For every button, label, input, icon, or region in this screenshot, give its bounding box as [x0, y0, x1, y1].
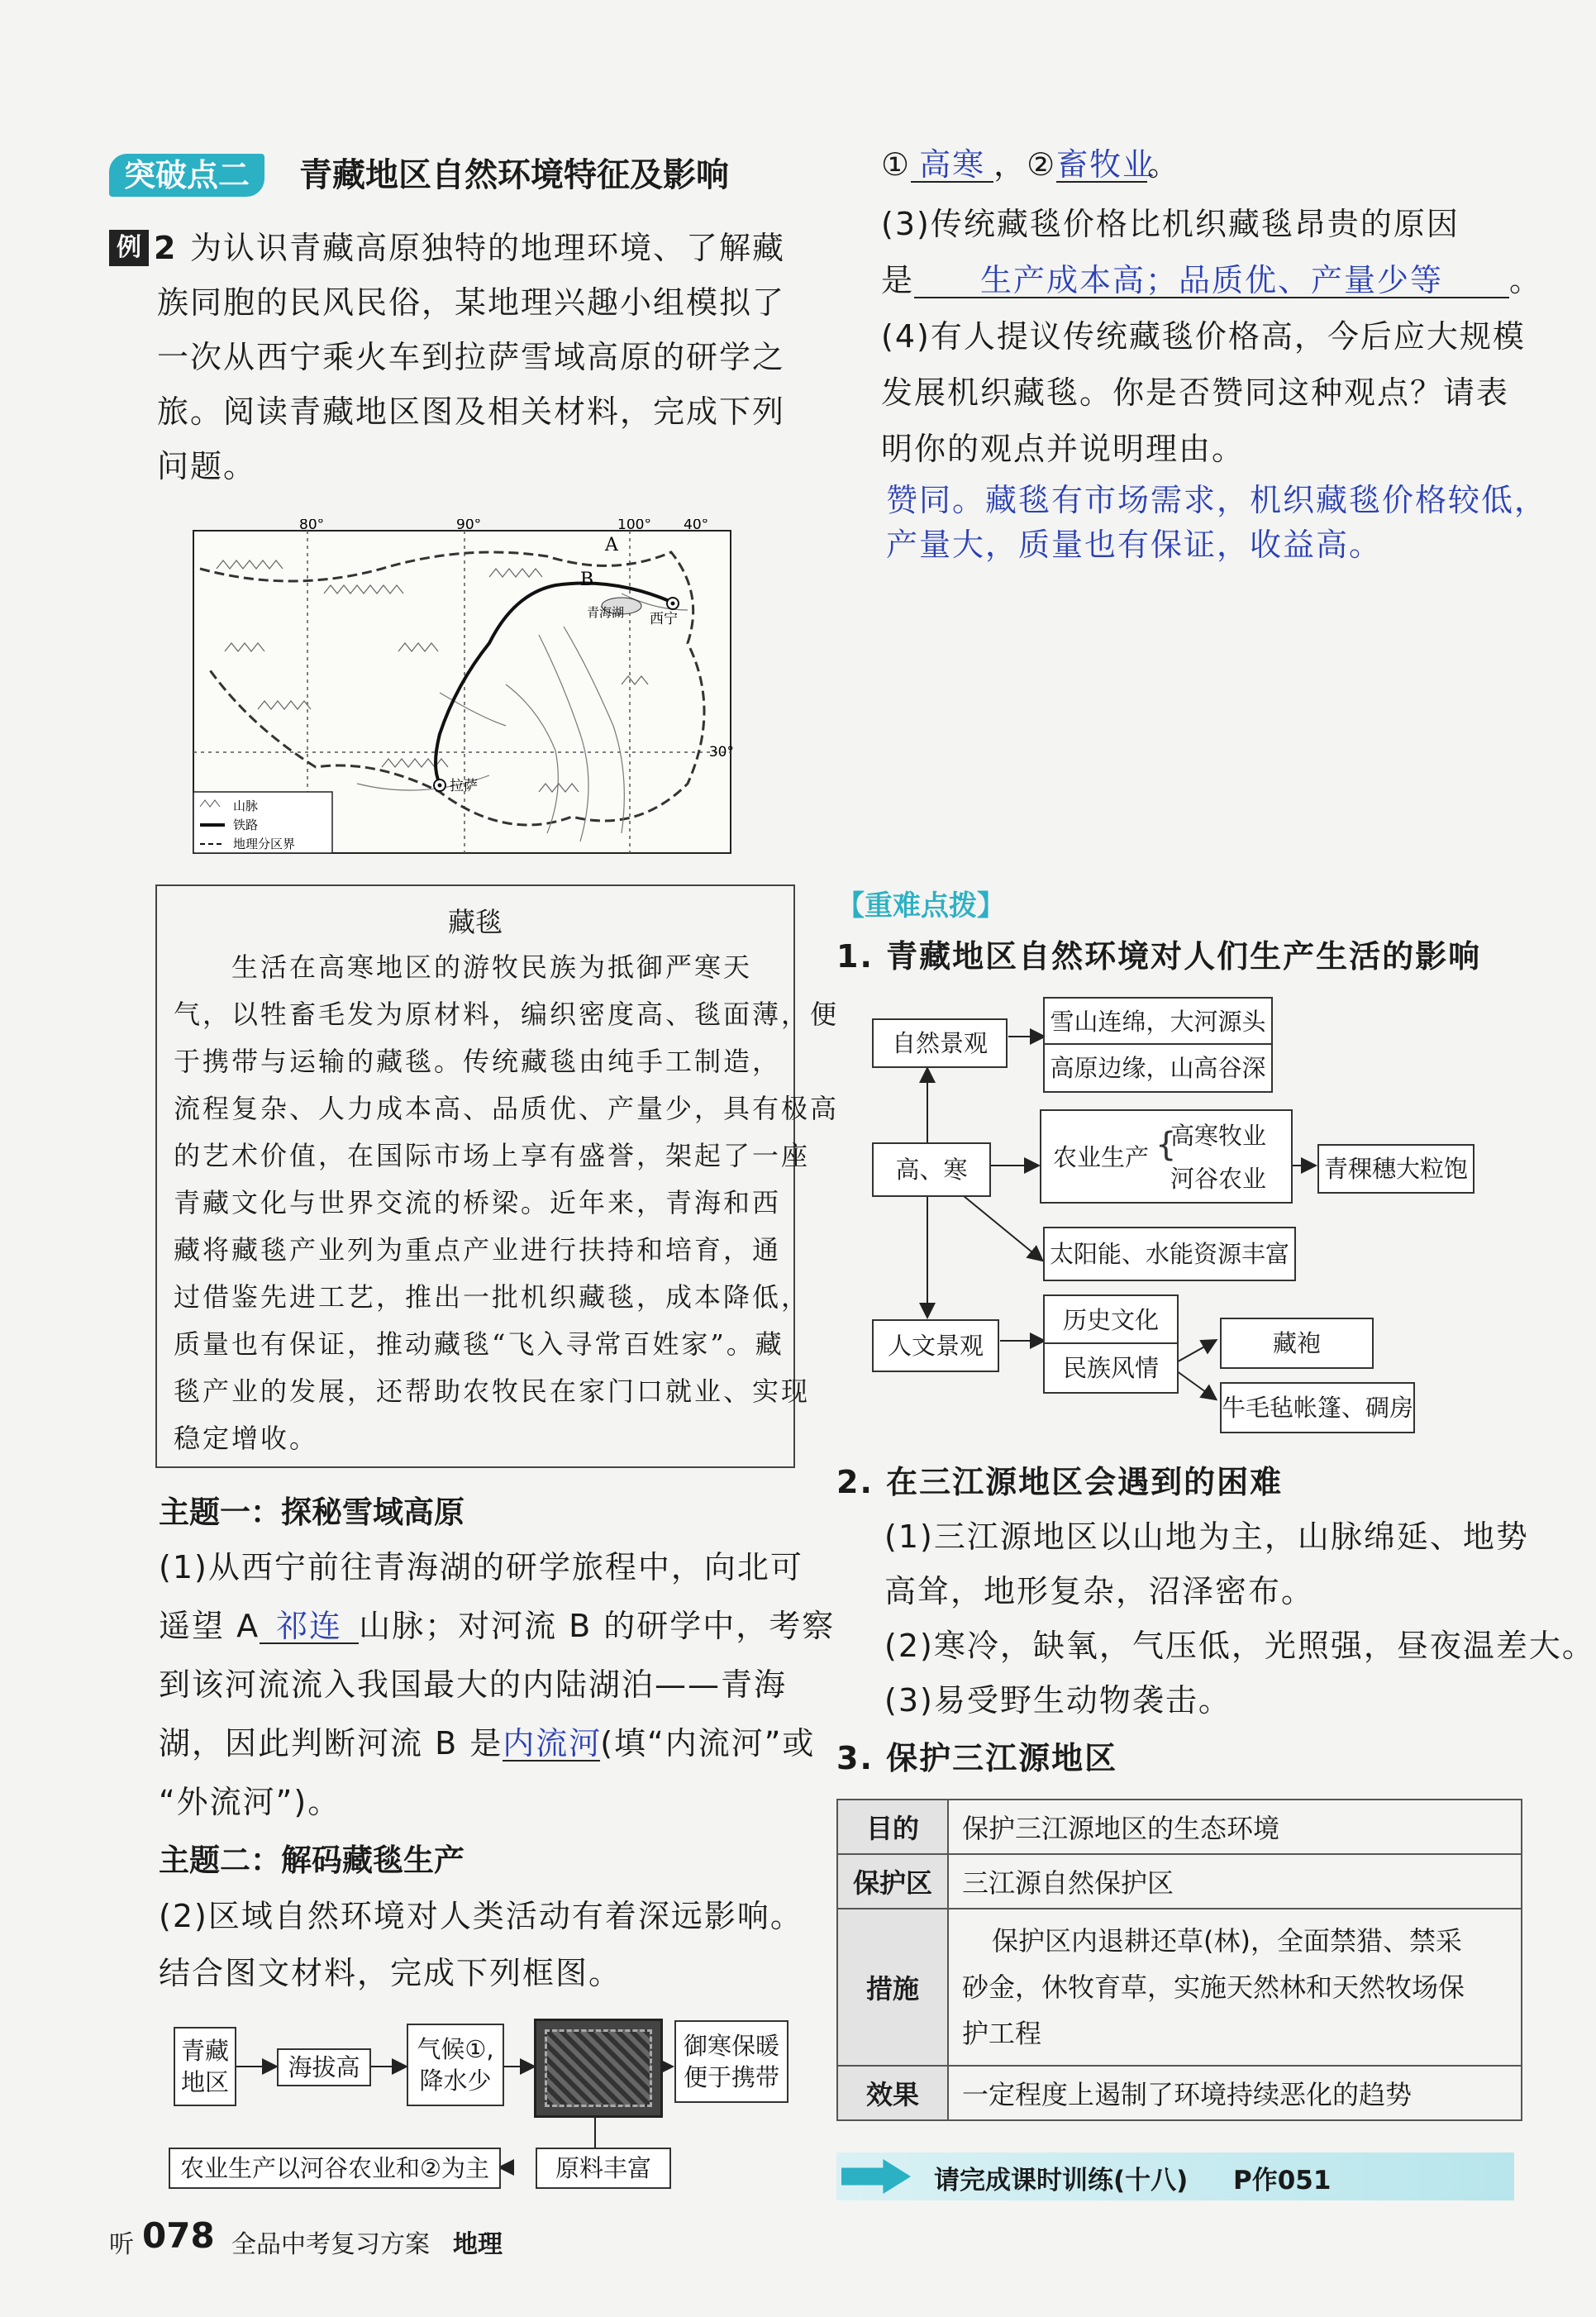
- table-value: 保护区内退耕还草(林)，全面禁猎、禁采 砂金，休牧育草，实施天然林和天然牧场保 护工程: [948, 1909, 1522, 2066]
- q3-line-1: (3)传统藏毯价格比机织藏毯昂贵的原因: [881, 206, 1460, 242]
- section-badge: 突破点二: [109, 154, 264, 197]
- svg-text:山脉: 山脉: [233, 799, 259, 813]
- q1-line-4: 湖，因此判断河流 B 是内流河(填“内流河”或: [159, 1725, 816, 1762]
- example-label: 例: [109, 230, 149, 266]
- flow-warmth: 御寒保暖 便于携带: [674, 2020, 788, 2103]
- table-value: 保护三江源地区的生态环境: [948, 1800, 1522, 1854]
- q4-line-3: 明你的观点并说明理由。: [881, 431, 1246, 467]
- subject: 地理: [453, 2230, 503, 2259]
- nd-highland-barley: 青稞穗大粒饱: [1317, 1144, 1475, 1194]
- answer-blank-3[interactable]: 生产成本高；品质优、产量少等: [914, 264, 1509, 298]
- arrow-icon: [841, 2159, 911, 2194]
- s2-line-2: 高耸，地形复杂，沼泽密布。: [884, 1573, 1315, 1609]
- example-line-1: 为认识青藏高原独特的地理环境、了解藏: [190, 230, 786, 266]
- footer-ting: 听: [109, 2230, 134, 2259]
- table-value: 一定程度上遏制了环境持续恶化的趋势: [948, 2066, 1522, 2120]
- q2-answers: ① 高寒 ，②畜牧业。: [881, 146, 1181, 183]
- lat-40: 40°: [684, 519, 709, 533]
- reading-line: 气，以牲畜毛发为原材料，编织密度高、毯面薄，便: [174, 999, 840, 1030]
- lake-label: 青海湖: [587, 605, 625, 620]
- flow-raw-material: 原料丰富: [536, 2148, 671, 2189]
- xining-label: 西宁: [650, 611, 678, 627]
- reading-box: [155, 884, 840, 1468]
- flow-altitude: 海拔高: [277, 2048, 371, 2086]
- q4-line-1: (4)有人提议传统藏毯价格高，今后应大规模: [881, 318, 1526, 355]
- s2-line-4: (3)易受野生动物袭击。: [884, 1682, 1232, 1719]
- page-number: 078: [142, 2215, 215, 2256]
- example-line-2: 族同胞的民风民俗，某地理兴趣小组模拟了: [157, 284, 786, 321]
- lat-30: 30°: [708, 744, 734, 760]
- table-row: [837, 2066, 1522, 2120]
- flow-agriculture: 农业生产以河谷农业和②为主: [169, 2148, 501, 2189]
- banner-page: P作051: [1233, 2166, 1332, 2195]
- qinghai-tibet-map: [192, 519, 737, 858]
- s2-line-3: (2)寒冷，缺氧，气压低，光照强，昼夜温差大。: [884, 1628, 1595, 1664]
- carpet-image: [534, 2019, 663, 2118]
- example-line-4: 旅。阅读青藏地区图及相关材料，完成下列: [157, 393, 786, 430]
- example-number: 2: [154, 230, 178, 266]
- nandian-title: 【重难点拨】: [836, 889, 1005, 923]
- nd-agri-box: [1040, 1109, 1293, 1204]
- lhasa-label: 拉萨: [450, 778, 478, 794]
- nd-high-cold: 高、寒: [872, 1142, 991, 1197]
- svg-text:地理分区界: 地理分区界: [233, 837, 296, 851]
- table-row: [837, 1854, 1522, 1909]
- nd-tibetan-robe: 藏袍: [1220, 1318, 1374, 1369]
- reading-line: 稳定增收。: [174, 1423, 319, 1454]
- reading-line: 生活在高寒地区的游牧民族为抵御严寒天: [231, 951, 753, 983]
- example-line-3: 一次从西宁乘火车到拉萨雪域高原的研学之: [157, 339, 786, 375]
- flow-climate: 气候①, 降水少: [407, 2024, 504, 2106]
- q1-line-1: (1)从西宁前往青海湖的研学旅程中，向北可: [159, 1549, 803, 1585]
- reading-line: 过借鉴先进工艺，推出一批机织藏毯，成本降低，: [174, 1281, 811, 1313]
- reading-line: 藏将藏毯产业列为重点产业进行扶持和培育，通: [174, 1234, 782, 1266]
- table-row: [837, 1909, 1522, 2066]
- lon-80: 80°: [299, 519, 325, 533]
- table-key: 目的: [837, 1800, 948, 1854]
- theme2-title: 主题二：解码藏毯生产: [159, 1843, 465, 1878]
- reading-title: 藏毯: [448, 906, 503, 938]
- point-a: A: [605, 535, 618, 555]
- nandian-h1: 1. 青藏地区自然环境对人们生产生活的影响: [836, 938, 1482, 975]
- table-row: [837, 1800, 1522, 1854]
- q1-line-5: “外流河”)。: [159, 1784, 341, 1820]
- flow-qingzang: 青藏 地区: [174, 2027, 236, 2106]
- nd-yak-tent: 牛毛毡帐篷、碉房: [1220, 1382, 1415, 1433]
- table-key: 保护区: [837, 1854, 948, 1909]
- theme1-title: 主题一：探秘雪域高原: [159, 1495, 465, 1530]
- protection-table: [836, 1799, 1522, 2121]
- table-key: 措施: [837, 1909, 948, 2066]
- table-value: 三江源自然保护区: [948, 1854, 1522, 1909]
- example-line-5: 问题。: [157, 448, 257, 484]
- point-b: B: [580, 570, 594, 590]
- answer-blank-2[interactable]: 畜牧业: [1056, 146, 1156, 183]
- answer-blank-a[interactable]: 祁连: [260, 1609, 359, 1644]
- nd-agri-production: 农业生产: [1053, 1143, 1150, 1171]
- nd-highland-herding: 高寒牧业: [1170, 1122, 1267, 1150]
- nd-history-culture: 历史文化: [1043, 1294, 1179, 1346]
- reading-line: 于携带与运输的藏毯。传统藏毯由纯手工制造，: [174, 1046, 782, 1077]
- answer-blank-1[interactable]: 高寒: [911, 148, 993, 183]
- nd-ethnic-customs: 民族风情: [1043, 1342, 1179, 1394]
- q2-line-1: (2)区域自然环境对人类活动有着深远影响。: [159, 1898, 803, 1934]
- nd-valley-farming: 河谷农业: [1170, 1165, 1267, 1193]
- nd-natural-landscape: 自然景观: [872, 1018, 1008, 1068]
- map-legend: [193, 792, 332, 853]
- nd-plateau-edge: 高原边缘，山高谷深: [1043, 1043, 1273, 1093]
- nd-solar-water: 太阳能、水能资源丰富: [1043, 1227, 1296, 1281]
- homework-banner[interactable]: [836, 2153, 1514, 2200]
- q3-line-2: 是 生产成本高；品质优、产量少等 。: [881, 262, 1543, 298]
- nandian-h3: 3. 保护三江源地区: [836, 1740, 1118, 1776]
- q1-line-2: 遥望 A 祁连 山脉；对河流 B 的研学中，考察: [159, 1608, 836, 1644]
- book-title: 全品中考复习方案: [231, 2230, 430, 2259]
- reading-line: 毯产业的发展，还帮助农牧民在家门口就业、实现: [174, 1375, 811, 1407]
- q4-answer-2: 产量大，质量也有保证，收益高。: [886, 527, 1383, 563]
- nd-snow-mountains: 雪山连绵，大河源头: [1043, 997, 1273, 1046]
- answer-blank-b[interactable]: 内流河: [503, 1725, 603, 1762]
- banner-text: 请完成课时训练(十八): [934, 2166, 1189, 2195]
- q2-line-2: 结合图文材料，完成下列框图。: [159, 1955, 622, 1991]
- reading-line: 青藏文化与世界交流的桥梁。近年来，青海和西: [174, 1187, 782, 1218]
- s2-line-1: (1)三江源地区以山地为主，山脉绵延、地势: [884, 1518, 1529, 1555]
- reading-line: 流程复杂、人力成本高、品质优、产量少，具有极高: [174, 1093, 840, 1124]
- q4-answer-1: 赞同。藏毯有市场需求，机织藏毯价格较低，: [886, 482, 1548, 518]
- reading-line: 质量也有保证，推动藏毯“飞入寻常百姓家”。藏: [174, 1328, 784, 1360]
- section-title: 青藏地区自然环境特征及影响: [299, 156, 729, 194]
- q4-line-2: 发展机织藏毯。你是否赞同这种观点？请表: [881, 374, 1510, 411]
- lon-100: 100°: [617, 519, 651, 533]
- lon-90: 90°: [456, 519, 482, 533]
- nandian-h2: 2. 在三江源地区会遇到的困难: [836, 1464, 1284, 1500]
- nd-brace: {: [1155, 1126, 1177, 1164]
- reading-line: 的艺术价值，在国际市场上享有盛誉，架起了一座: [174, 1140, 811, 1171]
- table-key: 效果: [837, 2066, 948, 2120]
- svg-text:铁路: 铁路: [233, 818, 259, 832]
- q1-line-3: 到该河流流入我国最大的内陆湖泊——青海: [159, 1666, 788, 1703]
- nd-cultural-landscape: 人文景观: [872, 1319, 999, 1372]
